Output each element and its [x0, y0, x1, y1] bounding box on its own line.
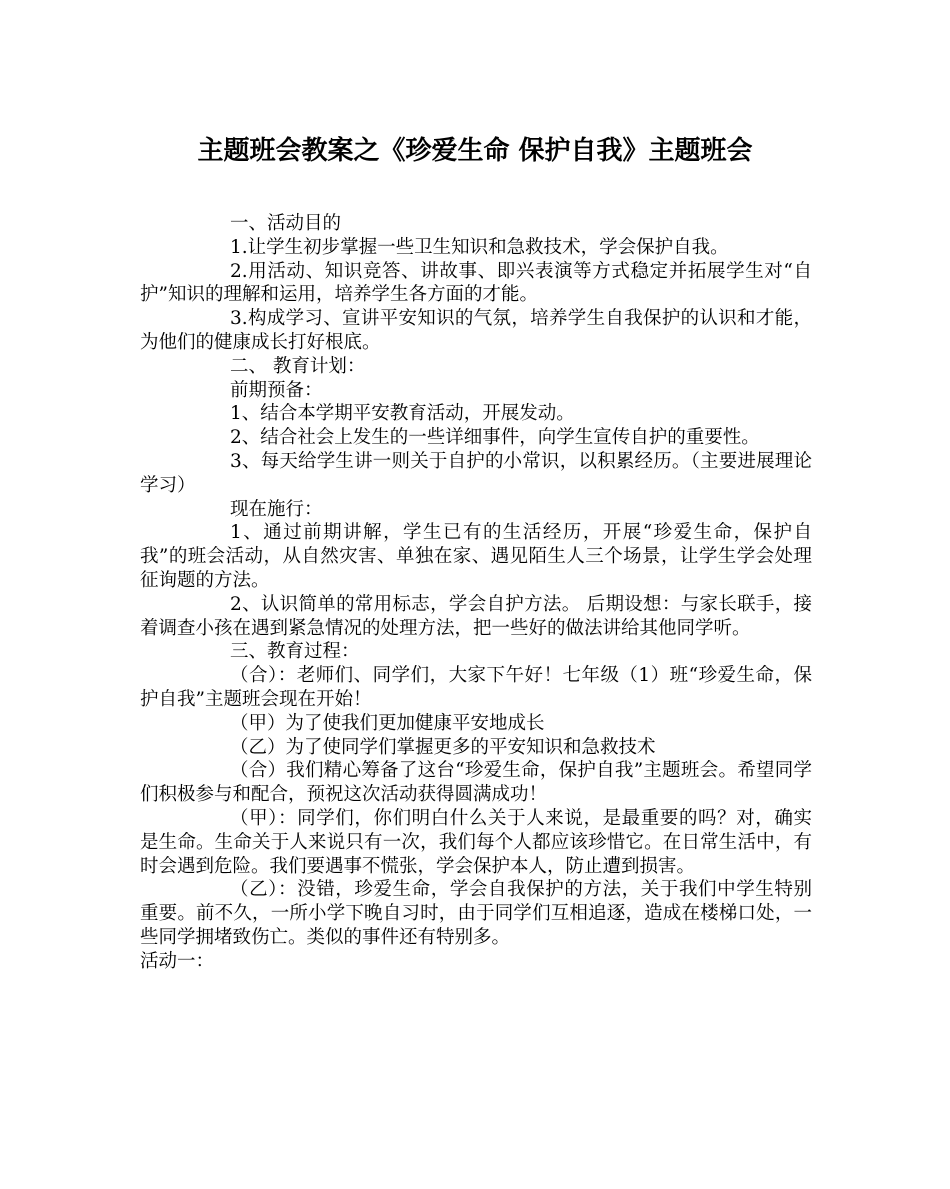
paragraph: （合）我们精心筹备了这台“珍爱生命，保护自我”主题班会。希望同学们积极参与和配合，预祝这次活动获得圆满成功！ — [140, 760, 812, 806]
paragraph: （甲）：同学们，你们明白什么关于人来说，是最重要的吗？对，确实是生命。生命关于人来说只有一次，我们每个人都应该珍惜它。在日常生活中，有时会遇到危险。我们要遇事不慌张，学会保护本人，防止遭到损害。 — [140, 807, 812, 877]
paragraph: 2、认识简单的常用标志，学会自护方法。 后期设想：与家长联手，接着调查小孩在遇到紧急情况的处理方法，把一些好的做法讲给其他同学听。 — [140, 593, 812, 639]
paragraph: 2.用活动、知识竞答、讲故事、即兴表演等方式稳定并拓展学生对“自护”知识的理解和运用，培养学生各方面的才能。 — [140, 260, 812, 306]
paragraph: （甲）为了使我们更加健康平安地成长 — [230, 712, 545, 734]
section-heading-activity-goal: 一、活动目的 — [230, 213, 342, 234]
paragraph: 3.构成学习、宣讲平安知识的气氛，培养学生自我保护的认识和才能，为他们的健康成长打好根底。 — [140, 308, 812, 353]
subheading-preparation: 前期预备： — [230, 379, 323, 401]
paragraph: （乙）为了使同学们掌握更多的平安知识和急救技术 — [230, 736, 656, 758]
paragraph: 2、结合社会上发生的一些详细事件，向学生宣传自护的重要性。 — [230, 427, 760, 449]
paragraph: （乙）：没错，珍爱生命，学会自我保护的方法，关于我们中学生特别重要。前不久，一所小学下晚自习时，由于同学们互相追逐，造成在楼梯口处，一些同学拥堵致伤亡。类似的事件还有特别多。 — [140, 879, 812, 948]
paragraph: 1.让学生初步掌握一些卫生知识和急救技术，学会保护自我。 — [230, 236, 729, 258]
section-heading-education-plan: 二、 教育计划： — [230, 355, 366, 377]
activity-one-heading: 活动一： — [140, 950, 215, 972]
paragraph: 1、结合本学期平安教育活动，开展发动。 — [230, 403, 575, 425]
paragraph: 3、每天给学生讲一则关于自护的小常识，以积累经历。（主要进展理论学习） — [140, 450, 812, 496]
paragraph: 1、通过前期讲解，学生已有的生活经历，开展“珍爱生命，保护自我”的班会活动，从自然灾害、单独在家、遇见陌生人三个场景，让学生学会处理征询题的方法。 — [140, 522, 812, 591]
document-body — [140, 212, 812, 974]
subheading-implementation: 现在施行： — [230, 498, 323, 520]
document-title: 主题班会教案之《珍爱生命 保护自我》主题班会 — [197, 136, 753, 166]
paragraph: （合）：老师们、同学们，大家下午好！七年级（1）班“珍爱生命，保护自我”主题班会现在开始！ — [140, 665, 812, 710]
section-heading-education-process: 三、教育过程： — [230, 641, 360, 663]
